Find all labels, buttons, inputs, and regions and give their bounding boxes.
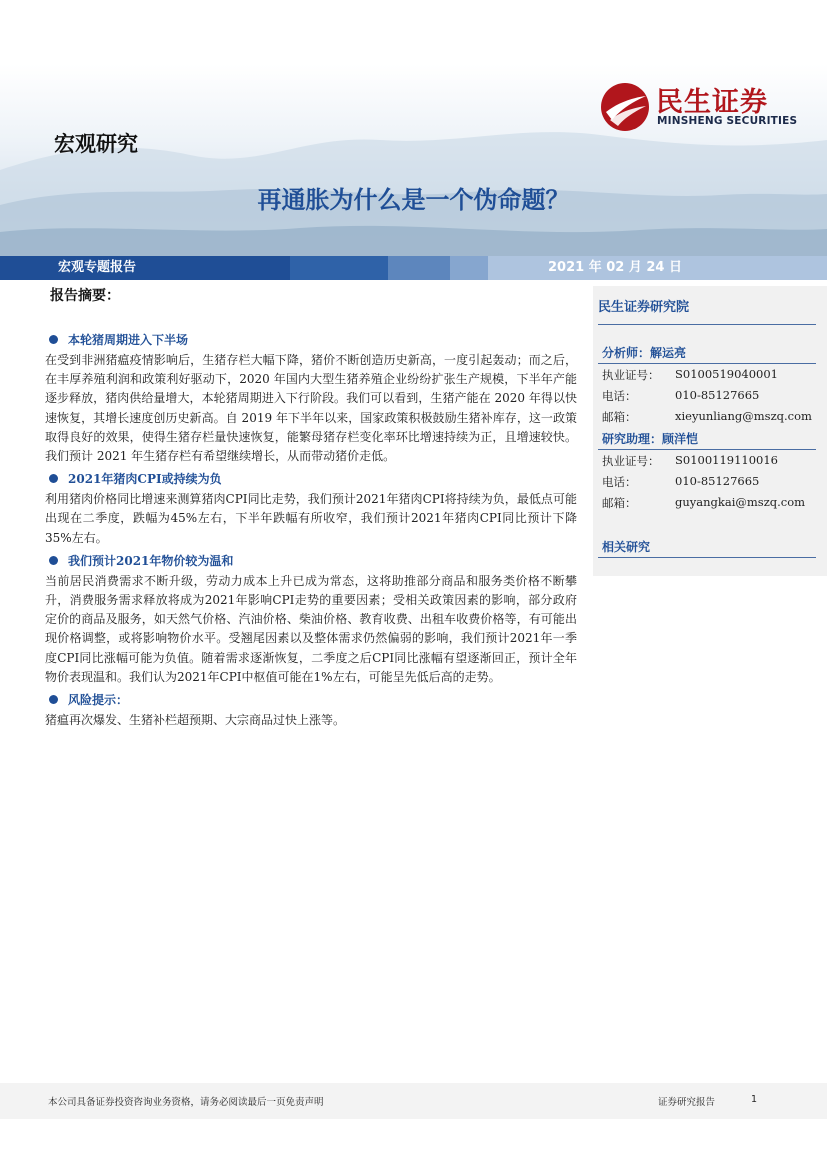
category-label: 宏观研究 (54, 132, 138, 156)
page-number: 1 (751, 1094, 758, 1105)
section-heading: 2021年猪肉CPI或持续为负 (45, 469, 577, 489)
report-date: 2021 年 02 月 24 日 (548, 260, 682, 275)
section-heading: 我们预计2021年物价较为温和 (45, 551, 577, 571)
logo-chinese-name: 民生证券 (656, 87, 768, 118)
institute-name: 民生证券研究院 (598, 300, 690, 315)
company-logo (600, 80, 800, 132)
bullet-icon (49, 335, 58, 344)
phone-label: 电话： (602, 475, 637, 489)
summary-content (45, 330, 577, 733)
related-research-heading: 相关研究 (602, 540, 651, 554)
bullet-icon (49, 474, 58, 483)
analyst-name: 分析师：解运亮 (602, 346, 687, 360)
section-body: 在受到非洲猪瘟疫情影响后，生猪存栏大幅下降，猪价不断创造历史新高，一度引起轰动；而之后，在丰厚养殖利润和政策利好驱动下，2020 年国内大型生猪养殖企业纷纷扩张生产规模，下半年产能逐步释放，猪肉供给量增大，本轮猪周期进入下行阶段。我们可以看到，生猪产能在 2020 年得以快速恢复，其增长速度创历史新高。自 2019 年下半年以来，国家政策积极鼓励生猪补库存，这一政策取得良好的效果，使得生猪存栏量快速恢复，能繁母猪存栏变化率环比增速持续为正，且增速较快。我们预计 2021 年生猪存栏有希望继续增长，从而带动猪价走低。 (45, 353, 577, 464)
footer-disclaimer: 本公司具备证券投资咨询业务资格，请务必阅读最后一页免责声明 (48, 1097, 324, 1108)
section-body: 当前居民消费需求不断升级，劳动力成本上升已成为常态，这将助推部分商品和服务类价格不断攀升，消费服务需求释放将成为2021年影响CPI走势的重要因素；受相关政策因素的影响，部分政府定价的商品及服务，如天然气价格、汽油价格、柴油价格、教育收费、出租车收费价格等，有可能出现价格调整，或将影响物价水平。受翘尾因素以及整体需求仍然偏弱的影响，我们预计2021年一季度CPI同比涨幅可能为负值。随着需求逐渐恢复，二季度之后CPI同比涨幅有望逐渐回正，预计全年物价表现温和。我们认为2021年CPI中枢值可能在1%左右，可能呈先低后高的走势。 (45, 573, 577, 684)
section-heading: 本轮猪周期进入下半场 (45, 330, 577, 350)
section-heading: 风险提示： (45, 690, 577, 710)
email-address[interactable]: xieyunliang@mszq.com (675, 409, 812, 423)
summary-heading: 报告摘要： (50, 288, 120, 304)
cert-number: S0100119110016 (675, 453, 778, 467)
bullet-icon (49, 695, 58, 704)
report-title: 再通胀为什么是一个伪命题？ (257, 186, 570, 214)
bullet-icon (49, 556, 58, 565)
logo-english-name: MINSHENG SECURITIES (657, 115, 798, 127)
divider (598, 449, 816, 450)
email-label: 邮箱： (602, 410, 637, 424)
cert-label: 执业证号： (602, 454, 660, 468)
phone-label: 电话： (602, 389, 637, 403)
minsheng-logo-icon (600, 82, 650, 132)
cert-label: 执业证号： (602, 368, 660, 382)
cert-number: S0100519040001 (675, 367, 778, 381)
divider (598, 557, 816, 558)
page-footer (0, 1083, 827, 1119)
email-label: 邮箱： (602, 496, 637, 510)
email-address[interactable]: guyangkai@mszq.com (675, 495, 806, 509)
section-body: 猪瘟再次爆发、生猪补栏超预期、大宗商品过快上涨等。 (45, 713, 346, 728)
analyst-sidebar (593, 286, 827, 576)
report-type: 宏观专题报告 (58, 260, 137, 275)
footer-doc-type: 证券研究报告 (658, 1097, 716, 1108)
assistant-name: 研究助理：顾洋恺 (602, 432, 699, 446)
divider (598, 363, 816, 364)
phone-number: 010-85127665 (675, 388, 760, 402)
phone-number: 010-85127665 (675, 474, 760, 488)
divider (598, 324, 816, 325)
section-body: 利用猪肉价格同比增速来测算猪肉CPI同比走势，我们预计2021年猪肉CPI将持续为负，最低点可能出现在二季度，跌幅为45%左右，下半年跌幅有所收窄，我们预计2021年猪肉CPI同比预计下降35%左右。 (45, 492, 577, 545)
